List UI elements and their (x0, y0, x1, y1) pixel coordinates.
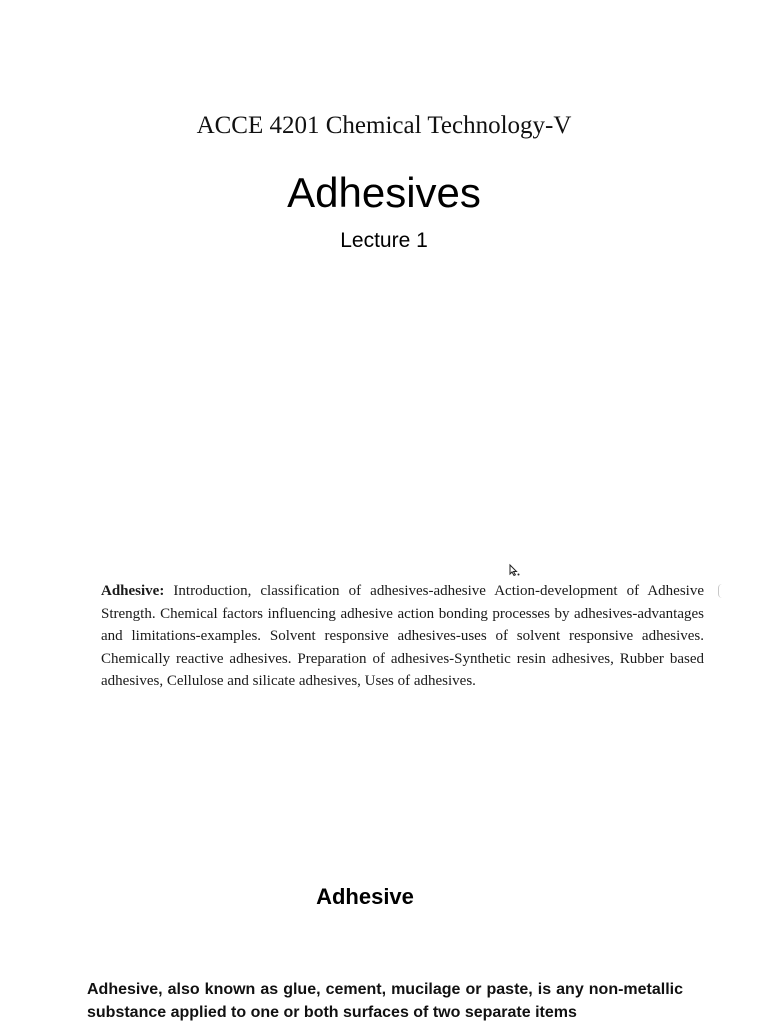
syllabus-paragraph (101, 580, 704, 693)
lecture-subtitle: Lecture 1 (340, 229, 428, 252)
section-heading: Adhesive (316, 884, 414, 909)
body-paragraph: Adhesive, also known as glue, cement, mucilage or paste, is any non-metallic substance applied to one or both surfaces of two separate items (87, 981, 683, 1021)
syllabus-text: Introduction, classification of adhesives-adhesive Action-development of Adhesive Strength. Chemical factors influencing adhesive action bonding processes by adhesives-advantages and limitations-examples. Solvent responsive adhesives-uses of solvent responsive adhesives. Chemically reactive adhesives. Preparation of adhesives-Synthetic resin adhesives, Rubber based adhesives, Cellulose and silicate adhesives, Uses of adhesives. (101, 583, 704, 689)
page-title: Adhesives (287, 169, 481, 216)
course-title: ACCE 4201 Chemical Technology-V (196, 112, 572, 139)
edge-mark (718, 584, 722, 598)
mouse-cursor-icon (507, 563, 521, 577)
syllabus-label: Adhesive: (101, 583, 165, 599)
